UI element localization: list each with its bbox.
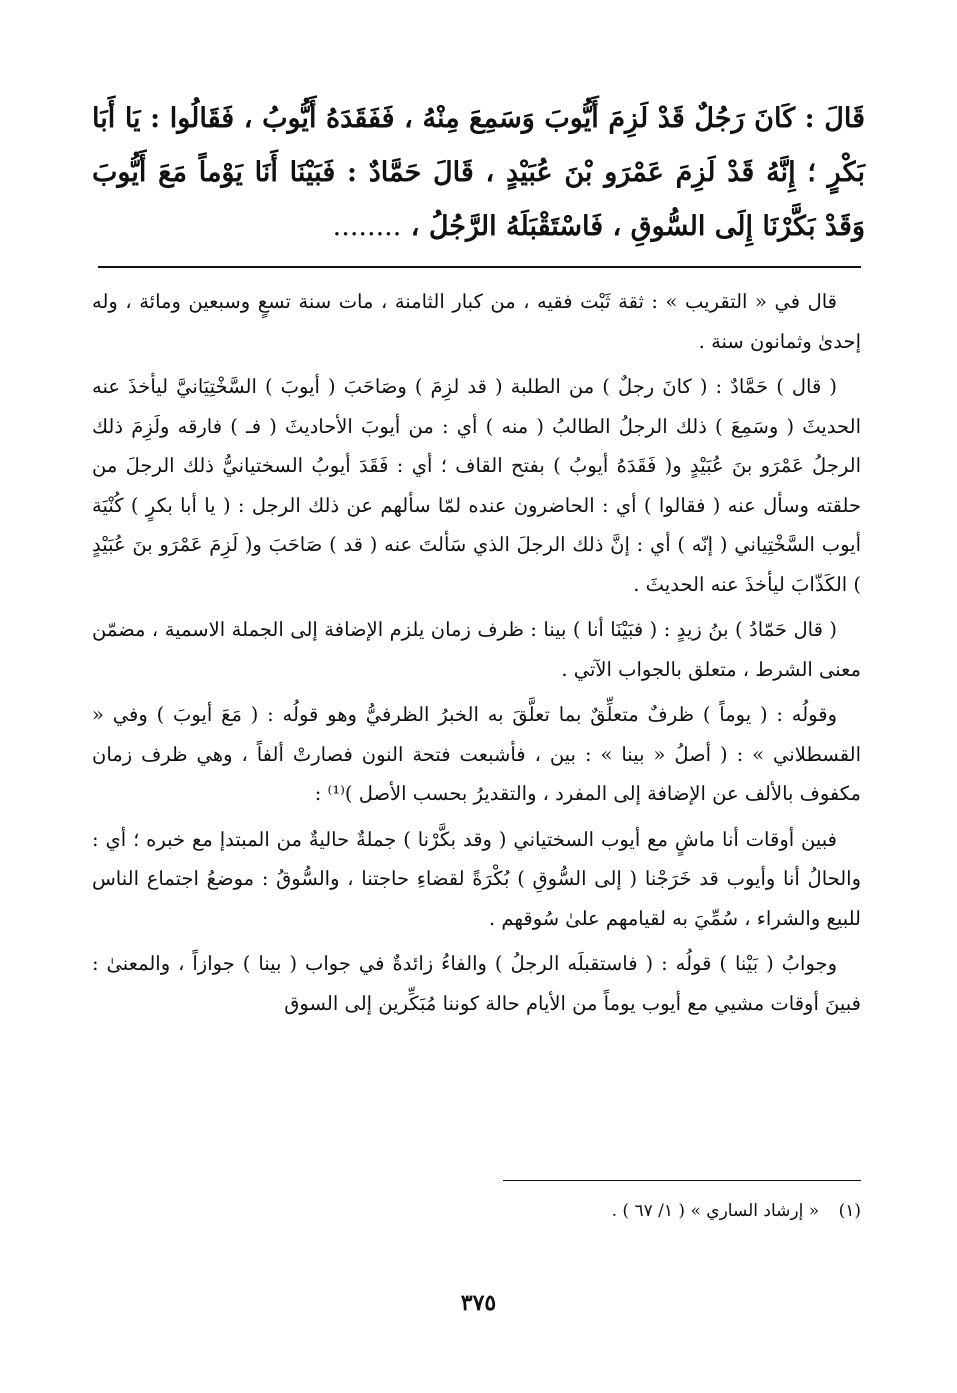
commentary-paragraph: ( قال ) حَمَّادٌ : ( كانَ رجلٌ ) من الطلبة ( قد لزِمَ ) وصَاحَبَ ( أيوبَ ) السَّخْتِيَانيَّ ليأخذَ عنه الحديثَ ( وسَمِعَ ) ذلك الرجلُ الطالبُ ( منه ) أي : من أيوبَ الأحاديثَ ( فـ ) فارقه ولَزِمَ ذلك الرجلُ عَمْرَو بنَ عُبَيْدٍ و( فَقَدَهُ أيوبُ ) بفتح القاف ؛ أي : فَقَدَ أيوبُ السختيانيُّ ذلك الرجلَ من حلقته وسأل عنه ( فقالوا ) أي : الحاضرون عنده لمّا سألهم عن ذلك الرجل : ( يا أبا بكرٍ ) كُنْيَة أيوب السَّخْتِياني ( إنّه ) أي : إنَّ ذلك الرجلَ الذي سَألتَ عنه ( قد ) صَاحَبَ و( لَزِمَ عَمْرَو بنَ عُبَيْدٍ ) الكَذّابَ ليأخذَ عنه الحديثَ . [92, 375, 861, 596]
commentary-block [92, 282, 861, 1029]
footnote [300, 1196, 861, 1226]
commentary-paragraph: ( قال حَمّادُ ) بنُ زيدٍ : ( فبَيْنَا أنا ) بينا : ظرف زمان يلزم الإضافة إلى الجملة الاسمية ، مضمّن معنى الشرط ، متعلق بالجواب الآتي . [92, 618, 861, 681]
footnote-number: (١) [838, 1201, 861, 1221]
footnote-text: « إرشاد الساري » ( ١/ ٦٧ ) . [611, 1201, 820, 1221]
commentary-paragraph: فبين أوقات أنا ماشٍ مع أيوب السختياني ( وقد بكَّرْنا ) جملةٌ حاليةٌ من المبتدإ مع خبره ؛ أي : والحالُ أنا وأيوب قد خَرَجْنا ( إلى السُّوقِ ) بُكْرَةً لقضاءِ حاجتنا ، والسُّوقُ : موضعُ اجتماع الناس للبيع والشراء ، سُمِّيَ به لقيامهم علىٰ سُوقهم . [92, 827, 861, 930]
commentary-paragraph: وقولُه : ( يوماً ) ظرفٌ متعلِّقٌ بما تعلَّقَ به الخبرُ الظرفيُّ وهو قولُه : ( مَعَ أيوبَ ) وفي « القسطلاني » : ( أصلُ « بينا » : بين ، فأشبعت فتحة النون فصارتْ ألفاً ، وهي ظرف زمان مكفوف بالألف عن الإضافة إلى المفرد ، والتقديرُ بحسب الأصل )⁽¹⁾ : [92, 703, 861, 805]
footnote-divider [503, 1180, 861, 1181]
commentary-paragraph: قال في « التقريب » : ثقة ثَبْت فقيه ، من كبار الثامنة ، مات سنة تسعٍ وسبعين ومائة ، وله إحدىٰ وثمانون سنة . [92, 290, 861, 353]
section-divider [98, 266, 861, 268]
ellipsis-dots: ........ [332, 211, 402, 242]
hadith-text-block [92, 92, 865, 254]
page-number: ٣٧٥ [460, 1290, 497, 1316]
hadith-text: قَالَ : كَانَ رَجُلٌ قَدْ لَزِمَ أَيُّوبَ وَسَمِعَ مِنْهُ ، فَفَقَدَهُ أَيُّوبُ ، فَقَالُوا : يَا أَبَا بَكْرٍ ؛ إِنَّهُ قَدْ لَزِمَ عَمْرَو بْنَ عُبَيْدٍ ، قَالَ حَمَّادٌ : فَبَيْنَا أَنَا يَوْماً مَعَ أَيُّوبَ وَقَدْ بَكَّرْنَا إِلَى السُّوقِ ، فَاسْتَقْبَلَهُ الرَّجُلُ ، [92, 103, 865, 242]
commentary-paragraph: وجوابُ ( بَيْنا ) قولُه : ( فاستقبلَه الرجلُ ) والفاءُ زائدةٌ في جواب ( بينا ) جوازاً ، والمعنىٰ : فبينَ أوقات مشيي مع أيوب يوماً من الأيام حالة كوننا مُبَكِّرين إلى السوق [92, 952, 861, 1015]
